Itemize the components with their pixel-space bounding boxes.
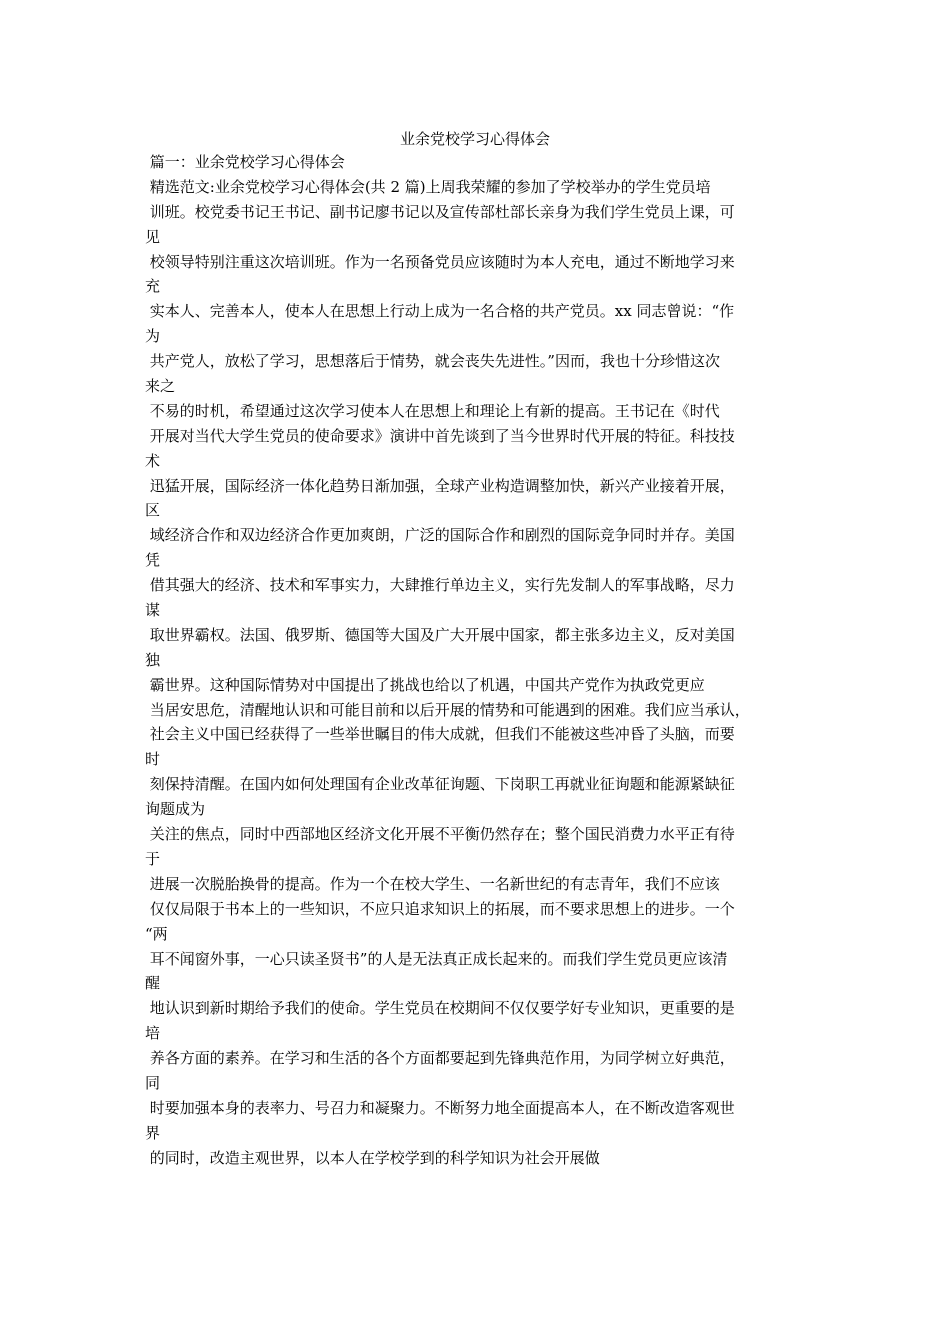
- document-text-line: 于: [145, 849, 161, 868]
- document-text-line: 培: [145, 1024, 161, 1043]
- document-text-line: 充: [145, 277, 161, 296]
- document-text-line: “两: [145, 924, 168, 943]
- document-text-line: 见: [145, 227, 161, 246]
- document-text-line: 训班。校党委书记王书记、副书记廖书记以及宣传部杜部长亲身为我们学生党员上课，可: [145, 202, 735, 221]
- document-text-line: 校领导特别注重这次培训班。作为一名预备党员应该随时为本人充电，通过不断地学习来: [145, 252, 735, 271]
- document-text-line: 独: [145, 650, 161, 669]
- document-text-line: 为: [145, 327, 161, 346]
- document-text-line: 借其强大的经济、技术和军事实力，大肆推行单边主义，实行先发制人的军事战略，尽力: [145, 576, 735, 595]
- document-text-line: 关注的焦点，同时中西部地区经济文化开展不平衡仍然存在；整个国民消费力水平正有待: [145, 825, 735, 844]
- document-text-line: 的同时，改造主观世界，以本人在学校学到的科学知识为社会开展做: [145, 1148, 600, 1167]
- document-text-line: 谋: [145, 601, 161, 620]
- document-text-line: 耳不闻窗外事，一心只读圣贤书”的人是无法真正成长起来的。而我们学生党员更应该清: [145, 949, 728, 968]
- document-text-line: 社会主义中国已经获得了一些举世瞩目的伟大成就，但我们不能被这些冲昏了头脑，而要: [145, 725, 735, 744]
- document-text-line: 篇一：业余党校学习心得体会: [145, 153, 345, 171]
- document-text-line: 开展对当代大学生党员的使命要求》演讲中首先谈到了当今世界时代开展的特征。科技技: [145, 426, 735, 445]
- document-text-line: 取世界霸权。法国、俄罗斯、德国等大国及广大开展中国家，都主张多边主义，反对美国: [145, 625, 735, 644]
- document-text-line: 仅仅局限于书本上的一些知识，不应只追求知识上的拓展，而不要求思想上的进步。一个: [145, 899, 735, 918]
- document-text-line: 来之: [145, 377, 176, 396]
- document-text-line: 精选范文:业余党校学习心得体会(共 2 篇)上周我荣耀的参加了学校举办的学生党员培: [145, 177, 711, 196]
- document-text-line: 域经济合作和双边经济合作更加爽朗，广泛的国际合作和剧烈的国际竞争同时并存。美国: [145, 526, 735, 545]
- document-text-line: 实本人、完善本人，使本人在思想上行动上成为一名合格的共产党员。xx 同志曾说：“作: [145, 302, 735, 321]
- document-text-line: 迅猛开展，国际经济一体化趋势日渐加强，全球产业构造调整加快，新兴产业接着开展，: [145, 476, 735, 495]
- document-text-line: 地认识到新时期给予我们的使命。学生党员在校期间不仅仅要学好专业知识，更重要的是: [145, 999, 735, 1018]
- document-title: 业余党校学习心得体会: [399, 130, 550, 148]
- document-text-line: 当居安思危，清醒地认识和可能目前和以后开展的情势和可能遇到的困难。我们应当承认，: [145, 700, 750, 719]
- document-text-line: 养各方面的素养。在学习和生活的各个方面都要起到先锋典范作用，为同学树立好典范，: [145, 1049, 735, 1068]
- document-text-line: 同: [145, 1073, 161, 1092]
- document-text-line: 进展一次脱胎换骨的提高。作为一个在校大学生、一名新世纪的有志青年，我们不应该: [145, 874, 720, 893]
- document-body: [145, 150, 815, 1171]
- document-text-line: 时: [145, 750, 161, 769]
- document-text-line: 醒: [145, 974, 161, 993]
- document-text-line: 不易的时机，希望通过这次学习使本人在思想上和理论上有新的提高。王书记在《时代: [145, 401, 720, 420]
- document-text-line: 区: [145, 501, 161, 520]
- document-text-line: 术: [145, 451, 161, 470]
- document-text-line: 界: [145, 1123, 161, 1142]
- document-text-line: 霸世界。这种国际情势对中国提出了挑战也给以了机遇，中国共产党作为执政党更应: [145, 675, 705, 694]
- document-text-line: 凭: [145, 551, 161, 570]
- document-text-line: 时要加强本身的表率力、号召力和凝聚力。不断努力地全面提高本人，在不断改造客观世: [145, 1098, 735, 1117]
- document-text-line: 刻保持清醒。在国内如何处理国有企业改革征询题、下岗职工再就业征询题和能源紧缺征: [145, 775, 735, 794]
- document-text-line: 共产党人，放松了学习，思想落后于情势，就会丧失先进性。”因而，我也十分珍惜这次: [145, 352, 720, 371]
- document-text-line: 询题成为: [145, 800, 206, 819]
